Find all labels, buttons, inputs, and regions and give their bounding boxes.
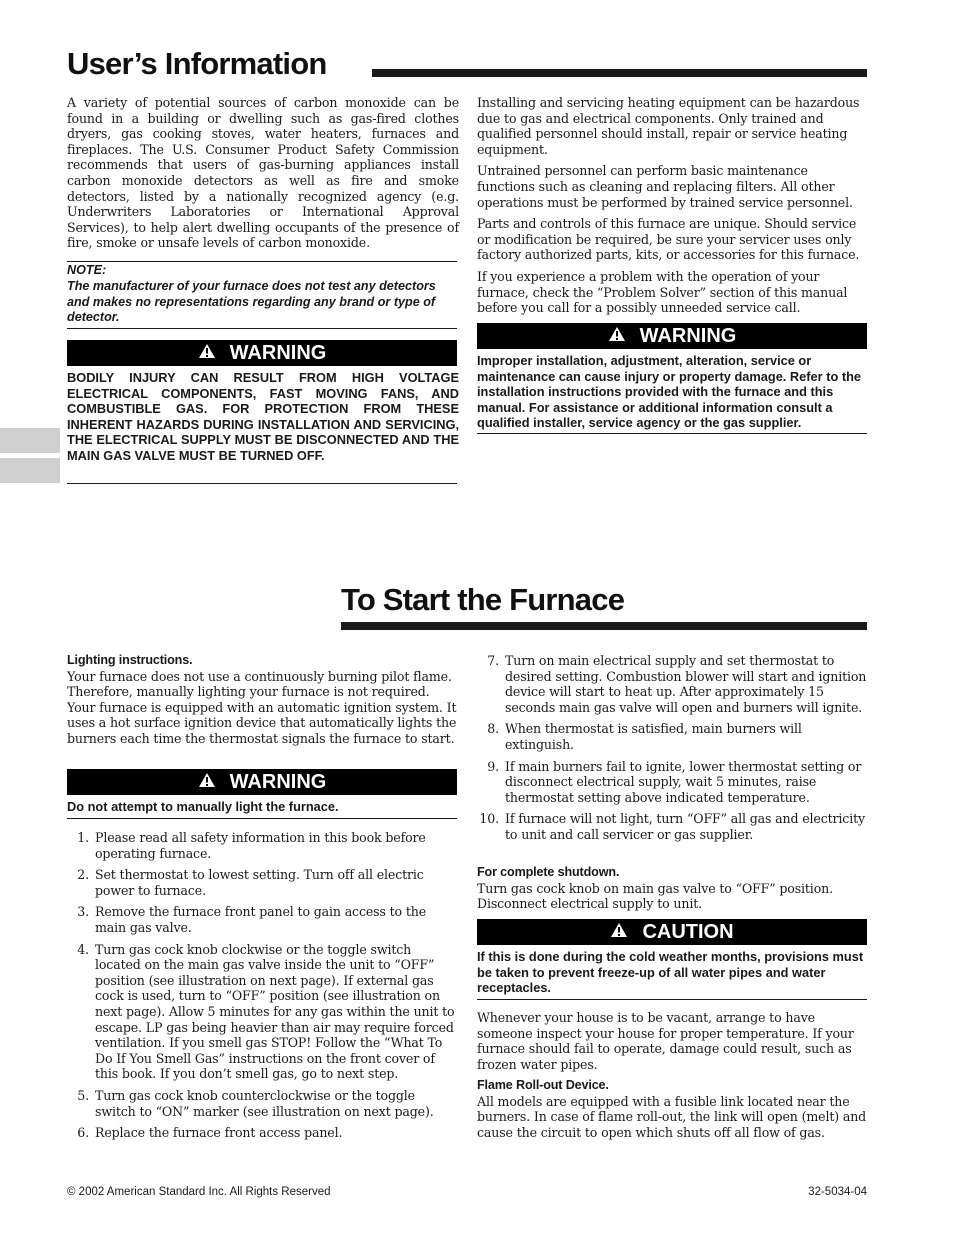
step-number: 1. (77, 830, 89, 845)
caution-label: CAUTION (642, 920, 734, 943)
warning-label-3: WARNING (229, 770, 327, 793)
title-rule (372, 69, 867, 77)
step-number: 2. (77, 867, 89, 883)
step-item (67, 1125, 459, 1141)
parts-paragraph: Parts and controls of this furnace are unique. Should service or modification be required, be sure your servicer uses only factory authorized parts, kits, or accessories for this furnace. (477, 216, 860, 263)
step-item (67, 1088, 459, 1119)
step-text: Turn on main electrical supply and set thermostat to desired setting. Combustion blower will start and ignition device will start to heat up. After approximately 15 seconds main gas valve will open and burners will ignite. (505, 653, 867, 715)
warning-text-1: BODILY INJURY CAN RESULT FROM HIGH VOLTAGE ELECTRICAL COMPONENTS, FAST MOVING FANS, AND COMBUSTIBLE GAS. FOR PROTECTION FROM THESE INHERENT HAZARDS DURING INSTALLATION AND SERVICING, THE ELECTRICAL SUPPLY MUST BE DISCONNECTED AND THE MAIN GAS VALVE MUST BE TURNED OFF. (67, 370, 459, 463)
step-text: Set thermostat to lowest setting. Turn off all electric power to furnace. (95, 867, 424, 898)
step-item (67, 867, 459, 898)
caution-bottom-rule (477, 999, 867, 1000)
step-number: 9. (487, 758, 499, 774)
step-text: Remove the furnace front panel to gain access to the main gas valve. (95, 904, 427, 935)
step-number: 4. (77, 941, 89, 957)
side-tab-lower (0, 458, 60, 483)
warning-triangle-icon (610, 921, 628, 944)
lighting-text: Your furnace does not use a continuously burning pilot flame. Therefore, manually lighting your furnace is not required. Your furnace is equipped with an automatic ignition system. It uses a hot surface ignition device that automatically lights the burners each time the thermostat signals the furnace to start. (67, 668, 457, 746)
caution-text: If this is done during the cold weather months, provisions must be taken to prevent freeze-up of all water pipes and water receptacles. (477, 949, 864, 996)
shutdown-text: Turn gas cock knob on main gas valve to “OFF” position. Disconnect electrical supply to unit. (477, 880, 833, 912)
step-number: 7. (487, 653, 499, 668)
warning-triangle-icon (198, 342, 216, 365)
step-number: 3. (77, 904, 89, 920)
servicing-paragraph: Installing and servicing heating equipment can be hazardous due to gas and electrical components. Only trained and qualified personnel should install, repair or service heating equipment. (477, 95, 860, 157)
servicing-paragraphs (477, 95, 869, 322)
warning-text-3: Do not attempt to manually light the furnace. (67, 799, 339, 814)
section-title-start-furnace: To Start the Furnace (341, 582, 625, 617)
title-rule-2 (341, 622, 867, 630)
note-bottom-rule (67, 328, 457, 329)
rollout-text: All models are equipped with a fusible link located near the burners. In case of flame roll-out, the link will open (melt) and cause the circuit to open which shuts off all flow of gas. (477, 1093, 867, 1140)
warning-text-2: Improper installation, adjustment, alteration, service or maintenance can cause injury or property damage. Refer to the installation instructions provided with the furnace and this manual. For assistance or additional information consult a qualified installer, service agency or the gas supplier. (477, 353, 862, 431)
note-label: NOTE: (67, 263, 107, 277)
flame-rollout (477, 1078, 869, 1140)
warning-banner-2 (477, 323, 867, 349)
warning-banner-3 (67, 769, 457, 795)
vacant-house-paragraph: Whenever your house is to be vacant, arrange to have someone inspect your house for proper temperature. If your furnace should fail to operate, damage could result, such as frozen water pipes. (477, 1010, 854, 1072)
step-number: 10. (479, 811, 499, 827)
step-item (477, 759, 869, 806)
step-item (67, 942, 459, 1082)
step-number: 8. (487, 721, 499, 737)
note-top-rule (67, 261, 457, 262)
footer-doc-number: 32-5034-04 (808, 1186, 867, 1198)
lighting-instructions (67, 653, 459, 747)
co-detector-paragraph: A variety of potential sources of carbon monoxide can be found in a building or dwelling such as gas-fired clothes dryers, gas cooking stoves, water heaters, furnaces and fireplaces. The U.S. Consumer Product Safety Commission recommends that users of gas-burning appliances install carbon monoxide detectors as well as fire and smoke detectors, listed by a nationally recognized agency (e.g. Underwriters Laboratories or International Approval Services), to help alert dwelling occupants of the presence of fire, smoke or unsafe levels of carbon monoxide. (67, 95, 459, 251)
note-text: The manufacturer of your furnace does not test any detectors and makes no representations regarding any brand or type of detector. (67, 278, 436, 325)
step-item (67, 830, 459, 861)
problem-solver-paragraph: If you experience a problem with the operation of your furnace, check the “Problem Solver” section of this manual before you call for a possibly unneeded service call. (477, 268, 848, 316)
step-text: Turn gas cock knob counterclockwise or the toggle switch to “ON” marker (see illustration on next page). (95, 1087, 434, 1119)
step-item (477, 653, 869, 715)
shutdown-heading: For complete shutdown. (477, 865, 620, 879)
step-text: If main burners fail to ignite, lower thermostat setting or disconnect electrical supply, wait 5 minutes, raise thermostat setting above indicated temperature. (505, 758, 862, 805)
warning-triangle-icon (198, 771, 216, 794)
step-text: When thermostat is satisfied, main burners will extinguish. (505, 721, 802, 752)
note-block (67, 263, 459, 326)
step-item (67, 904, 459, 935)
rollout-heading: Flame Roll-out Device. (477, 1078, 609, 1092)
step-item (477, 721, 869, 752)
steps-list-right (477, 653, 869, 849)
warning-2-bottom-rule (477, 433, 867, 434)
step-text: Replace the furnace front access panel. (95, 1125, 343, 1141)
warning-3-bottom-rule (67, 818, 457, 819)
caution-banner (477, 919, 867, 945)
maintenance-paragraph: Untrained personnel can perform basic maintenance functions such as cleaning and replacing filters. All other operations must be performed by trained service personnel. (477, 163, 853, 210)
step-number: 5. (77, 1087, 89, 1103)
steps-list-left (67, 830, 459, 1147)
section-title-users-information: User’s Information (67, 46, 327, 81)
step-item (477, 811, 869, 842)
warning-label-2: WARNING (639, 324, 737, 347)
step-text: Please read all safety information in this book before operating furnace. (95, 830, 426, 861)
warning-banner-1 (67, 340, 457, 366)
step-text: Turn gas cock knob clockwise or the toggle switch located on the main gas valve inside the unit to “OFF” position (see illustration on next page). If external gas cock is used, turn to “OFF” position (see illustration on next page). Allow 5 minutes for any gas within the unit to escape. LP gas being heavier than air may require forced ventilation. If you smell gas STOP! Follow the “What To Do If You Smell Gas” instructions on the front cover of this book. If you don’t smell gas, go to next step. (95, 941, 455, 1082)
footer-copyright: © 2002 American Standard Inc. All Rights Reserved (67, 1186, 331, 1198)
complete-shutdown (477, 865, 869, 912)
lighting-heading: Lighting instructions. (67, 653, 193, 667)
warning-triangle-icon (608, 325, 626, 348)
step-number: 6. (77, 1125, 89, 1141)
side-tab-upper (0, 428, 60, 453)
warning-1-bottom-rule (67, 483, 457, 484)
step-text: If furnace will not light, turn “OFF” all gas and electricity to unit and call servicer or gas supplier. (505, 811, 865, 842)
warning-label-1: WARNING (229, 341, 327, 364)
